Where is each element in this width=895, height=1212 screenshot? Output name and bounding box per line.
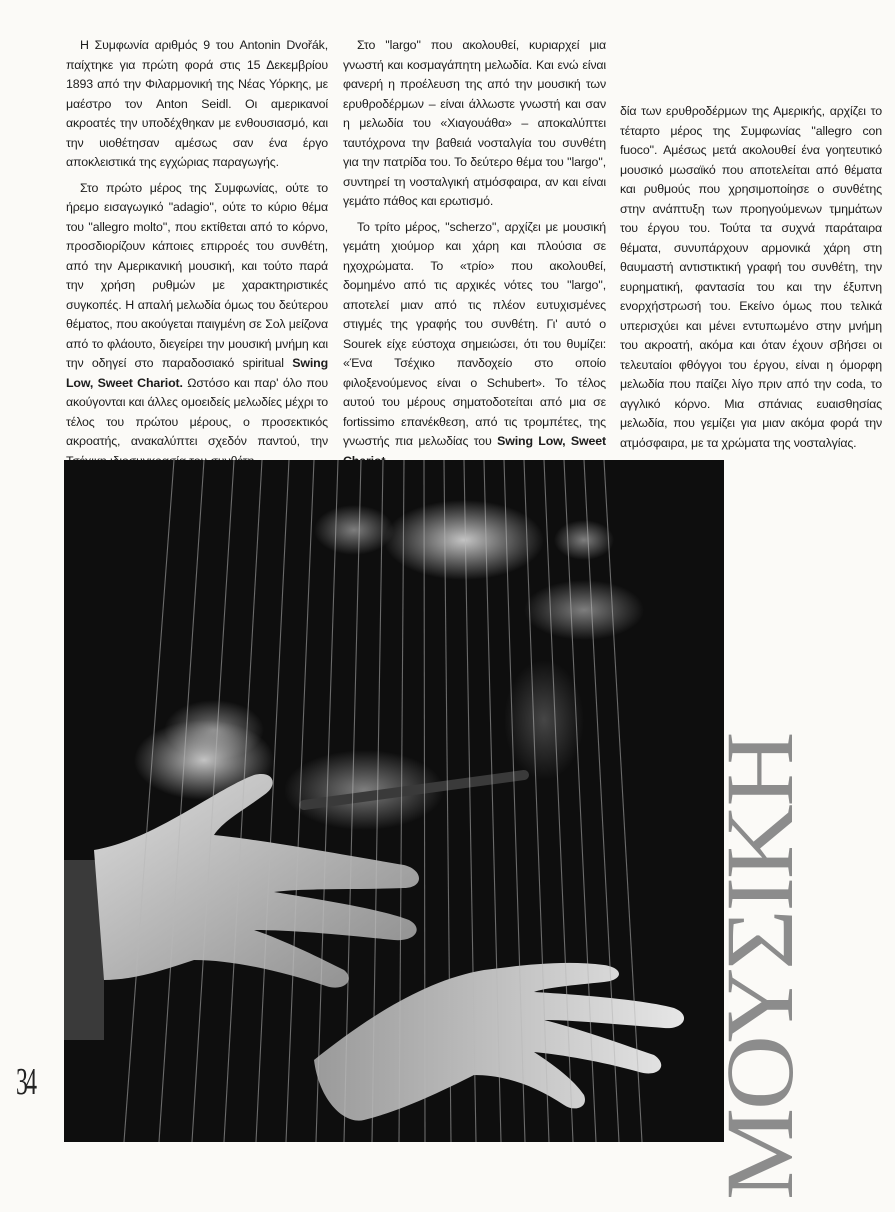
page-number: 34 (16, 1061, 35, 1103)
column2-paragraph-2-text: Το τρίτο μέρος, ''scherzo'', αρχίζει με μουσική γεμάτη χιούμορ και χάρη και πλούσια σε ηχοχρώματα. Το «τρίο» που ακολουθεί, δομημένο από τις αρχικές νότες του ''largo'', αποτελεί μιαν από τις πλέον ευτυχισμένες στιγμές της γραφής του συνθέτη. Γι' αυτό ο Sourek είχε εύστοχα σημειώσει, ότι του θυμίζει: «Ένα Τσέχικο πανδοχείο στο οποίο φιλοξενούμενος είναι ο Schubert». Το τέλος αυτού του μέρους σηματοδοτείται από μια σε fortissimo επανέκθεση, από τις τρομπέτες, της γνωστής πια μελωδίας του (343, 219, 606, 448)
column1-paragraph-2-text: Στο πρώτο μέρος της Συμφωνίας, ούτε το ήρεμο εισαγωγικό ''adagio'', ούτε το κύριο θέμα του ''allegro molto'', που εκτίθεται από το κόρνο, προσδιορίζουν κάποιες επιρροές του συνθέτη, από την Αμερικανική μουσική, και τούτο παρά την χρήση ρυθμών με χαρακτηριστικές συγκοπές. Η απαλή μελωδία όμως του δεύτερου θέματος, που ακούγεται παιγμένη σε Σολ μείζονα από το φλάουτο, διεγείρει την μουσική μνήμη και την οδηγεί στο παραδοσιακό spiritual (66, 180, 328, 370)
section-title-vertical (706, 733, 895, 1212)
photo-illustration (64, 460, 724, 1142)
column1-paragraph-2 (66, 179, 328, 472)
text-column-3 (620, 102, 882, 459)
text-column-2 (343, 36, 606, 503)
blurred-highlight (384, 500, 544, 580)
column1-paragraph-1: Η Συμφωνία αριθμός 9 του Antonin Dvořák, παίχτηκε για πρώτη φορά στις 15 Δεκεμβρίου 1893 από την Φιλαρμονική της Νέας Υόρκης, με μαέστρο τον Anton Seidl. Οι αμερικανοί ακροατές την υποδέχθηκαν με ενθουσιασμό, και την υιοθέτησαν αμέσως σαν ένα έργο αποκλειστικά της εγχώριας παραγωγής. (66, 38, 328, 169)
song-title-bold-2: Swing Low, Sweet (497, 434, 606, 448)
column2-paragraph-1: Στο ''largo'' που ακολουθεί, κυριαρχεί μια γνωστή και κοσμαγάπητη μελωδία. Και ενώ είναι φανερή η προέλευση της από την μουσική των ερυθροδέρμων – είναι άλλωστε γνωστή και σαν η μελωδία του «Χιαγουάθα» – αποκαλύπτει ταυτόχρονα την βαθειά νοσταλγία του συνθέτη για την πατρίδα του. Το δεύτερο θέμα του ''largo'', συντηρεί τη νοσταλγική ατμόσφαιρα, αν και είναι γεμάτο πάθος και ερωτισμό. (343, 38, 606, 208)
section-title-text: ΜΟΥΣΙΚΗ (706, 733, 813, 1200)
column1-paragraph-2-tail: Ωστόσο και παρ' όλο που ακούγονται και άλλες ομοειδείς μελωδίες μέχρι το τέλος του πρώτου μέρους, ο προσεκτικός ακροατής, ανακαλύπτει σχεδόν παντού, την (66, 375, 328, 448)
text-column-1 (66, 36, 328, 477)
harp-hands-photo (64, 460, 724, 1142)
song-title-bold: Swing Low, Sweet Chariot. (66, 356, 328, 390)
column3-paragraph-1: δία των ερυθροδέρμων της Αμερικής, αρχίζει το τέταρτο μέρος της Συμφωνίας ''allegro con fuoco''. Αμέσως μετά ακολουθεί ένα γοητευτικό μουσικό μωσαϊκό που αποτελείται από θέματα και ρυθμούς που χρησιμοποίησε ο συνθέτης στην ανάπτυξη των προηγούμενων τμημάτων του έργου του. Τούτα τα συχνά παράταιρα θέματα, συνυπάρχουν αρμονικά χάρη στη θαυμαστή αντιστικτική γραφή του συνθέτη, την ευρηματική, φαντασία του και την έξυπνη ενορχήστρωσή του. Εκείνο όμως που τελικά υπερισχύει και μένει εντυπωμένο στην μνήμη του ακροατή, ακόμα και όταν έχουν σβήσει οι τελευταίοι φθόγγοι του έργου, είναι η όμορφη μελωδία που παίζει λίγο πριν από την coda, το αγγλικό κόρνο. Μια σπάνιας ευαισθησίας μελωδία, που γεμίζει για μιαν ακόμα φορά την ατμόσφαιρα, με τα χρώματα της νοσταλγίας. (620, 104, 882, 450)
column2-paragraph-2 (343, 218, 606, 472)
